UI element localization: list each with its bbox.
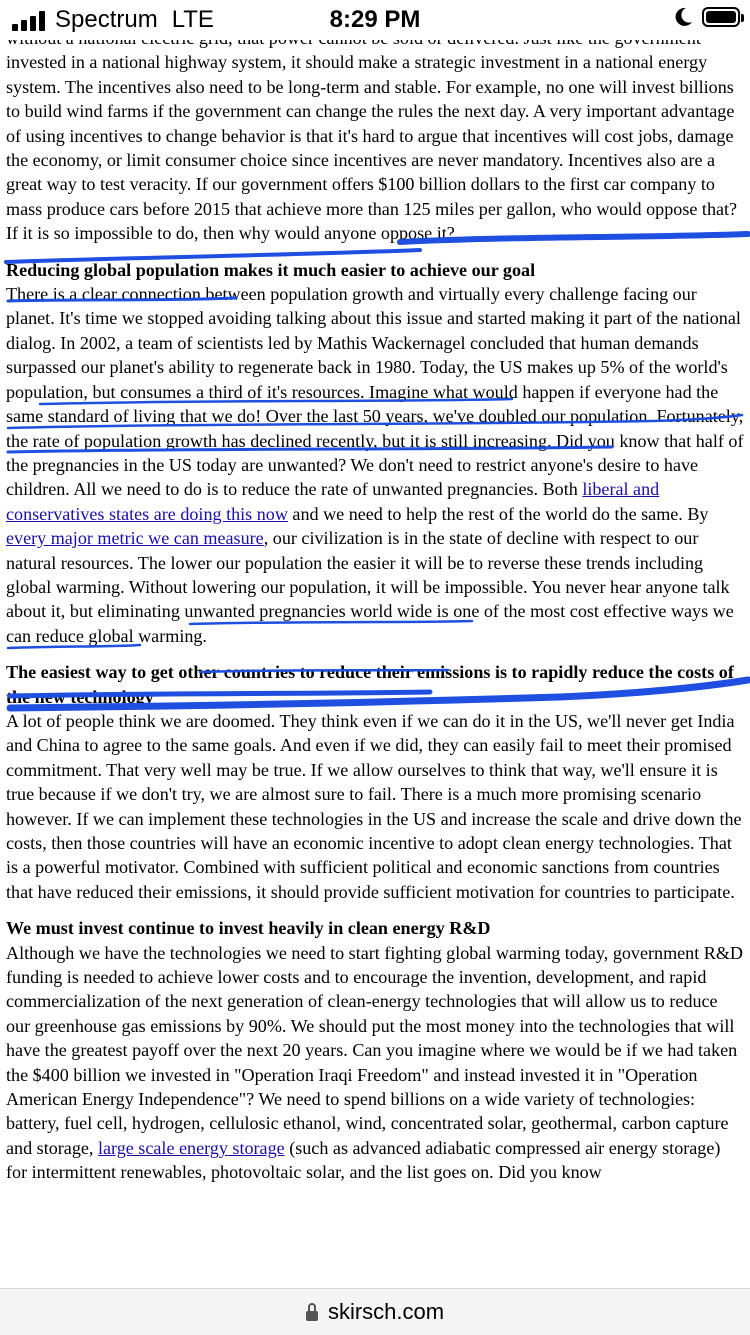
browser-url-bar[interactable] [0, 1288, 750, 1335]
status-bar [0, 0, 750, 40]
population-text-2: and we need to help the rest of the world do the same. By [287, 503, 709, 524]
link-every-major-metric[interactable]: every major metric we can measure [6, 528, 264, 549]
heading-reducing-population: Reducing global population makes it much easier to achieve our goal [6, 259, 536, 280]
rd-text-1: Although we have the technologies we need to start fighting global warming today, government R&D funding is needed to achieve lower costs and to encourage the invention, development, and rapid commercialization of the next generation of clean-energy technologies that will allow us to reduce our greenhouse gas emissions by 90%. We should put the most money into the technologies that will have the greatest payoff over the next 20 years. Can you imagine where we would be if we had taken the $400 billion we invested in "Operation Iraqi Freedom" and instead invested it in "Operation American Energy Independence"? We need to spend billions on a wide variety of technologies: battery, fuel cell, hydrogen, cellulosic ethanol, wind, concentrated solar, geothermal, carbon capture and storage, [6, 942, 743, 1158]
status-time: 8:29 PM [329, 6, 421, 33]
paragraph-countries: A lot of people think we are doomed. They think even if we can do it in the US, we'll never get India and China to agree to the same goals. And even if we did, they can easily fail to meet their promised commitment. That very well may be true. If we allow ourselves to think that way, we'll ensure it is true because if we don't try, we are almost sure to fail. There is a much more promising scenario however. If we can implement these technologies in the US and increase the scale and drive down the costs, then those countries will have an economic incentive to adopt clean energy technologies. That is a powerful motivator. Combined with sufficient political and economic sanctions from countries that have reduced their emissions, it should provide sufficient motivation for countries to participate. [6, 710, 742, 902]
rd-text-2: (such as advanced adiabatic compressed air energy storage) for intermittent renewables, photovoltaic solar, and the list goes on. Did you know [6, 1137, 721, 1183]
battery-icon [702, 7, 740, 27]
article-content [0, 26, 750, 1288]
heading-other-countries: The easiest way to get other countries to reduce their emissions is to rapidly reduce the costs of the new technology [6, 662, 734, 707]
population-text-1: There is a clear connection between population growth and virtually every challenge facing our planet. It's time we stopped avoiding talking about this issue and started making it part of the national dialog. In 2002, a team of scientists led by Mathis Wackernagel concluded that human demands surpassed our planet's ability to regenerate back in 1980. Today, the US makes up 5% of the world's population, but consumes a third of it's resources. Imagine what would happen if everyone had the same standard of living that we do! Over the last 50 years, we've doubled our population. Fortunately, the rate of population growth has declined recently, but it is still increasing. Did you know that half of the pregnancies in the US today are unwanted? We don't need to restrict anyone's desire to have children. All we need to do is to reduce the rate of unwanted pregnancies. Both [6, 284, 744, 500]
paragraph-population [6, 282, 744, 648]
carrier-name: Spectrum [55, 6, 158, 33]
population-text-3: , our civilization is in the state of decline with respect to our natural resources. The lower our population the easier it will be to reverse these trends including global warming. Without lowering our population, it will be impossible. You never hear anyone talk about it, but eliminating unwanted pregnancies world wide is one of the most cost effective ways we can reduce global warming. [6, 528, 734, 646]
link-states-doing-this[interactable]: liberal and conservatives states are doing this now [6, 479, 660, 524]
paragraph-intro: invested in a national highway system, it should make a strategic investment in a national energy system. The incentives also need to be long-term and stable. For example, no one will invest billions to build wind farms if the government can change the rules the next day. A very important advantage of using incentives to change behavior is that it's hard to argue that incentives will cost jobs, damage the economy, or limit consumer choice since incentives are never mandatory. Incentives also are a great way to test veracity. If our government offers $100 billion dollars to the first car company to mass produce cars before 2015 that achieve more than 125 miles per gallon, who would oppose that? If it is so impossible to do, then why would anyone oppose it? [6, 52, 738, 244]
lock-icon [306, 1311, 318, 1321]
moon-icon [672, 6, 694, 28]
url-domain: skirsch.com [327, 1299, 445, 1324]
paragraph-rd [6, 941, 744, 1185]
heading-clean-energy-rd: We must invest continue to invest heavily in clean energy R&D [6, 918, 491, 939]
link-energy-storage[interactable]: large scale energy storage [97, 1137, 285, 1158]
network-type: LTE [171, 6, 214, 33]
